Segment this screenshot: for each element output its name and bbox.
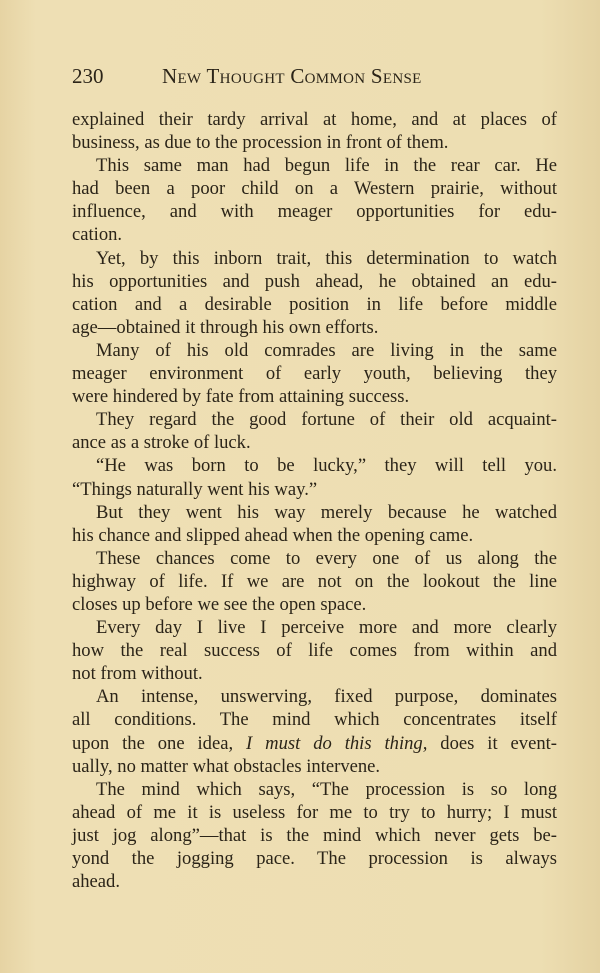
text-line: Every day I live I perceive more and more clearly bbox=[96, 617, 557, 639]
text-line bbox=[72, 732, 557, 755]
text-line: “Things naturally went his way.” bbox=[72, 478, 318, 500]
text-line: Yet, by this inborn trait, this determination to watch bbox=[96, 247, 557, 269]
text-line: all conditions. The mind which concentrates itself bbox=[72, 709, 557, 731]
text-line: how the real success of life comes from within and bbox=[72, 640, 557, 662]
text-line: had been a poor child on a Western prairie, without bbox=[72, 178, 557, 200]
body-text bbox=[72, 108, 557, 893]
text-line: These chances come to every one of us along the bbox=[96, 547, 557, 569]
text-line: cation. bbox=[72, 224, 123, 246]
text-line: Many of his old comrades are living in the same bbox=[96, 339, 557, 361]
text-segment: upon the one idea, bbox=[72, 732, 234, 754]
text-line: meager environment of early youth, believing they bbox=[72, 363, 557, 385]
text-line: highway of life. If we are not on the lookout the line bbox=[72, 570, 557, 592]
text-line: This same man had begun life in the rear car. He bbox=[96, 155, 557, 177]
text-line: An intense, unswerving, fixed purpose, dominates bbox=[96, 686, 557, 708]
emphasis-text: I must do this thing, bbox=[246, 732, 428, 754]
page-number: 230 bbox=[72, 64, 104, 88]
text-line: age—obtained it through his own efforts. bbox=[72, 316, 379, 338]
text-line: his opportunities and push ahead, he obtained an edu- bbox=[72, 270, 557, 292]
text-line: were hindered by fate from attaining success. bbox=[72, 386, 410, 408]
text-line: But they went his way merely because he watched bbox=[96, 501, 557, 523]
running-header bbox=[72, 64, 557, 92]
text-line: ahead. bbox=[72, 871, 121, 893]
running-title: New Thought Common Sense bbox=[162, 64, 422, 88]
text-line: ahead of me it is useless for me to try to hurry; I must bbox=[72, 801, 557, 823]
text-line: business, as due to the procession in front of them. bbox=[72, 132, 449, 154]
text-line: ually, no matter what obstacles intervene. bbox=[72, 755, 381, 777]
text-line: cation and a desirable position in life before middle bbox=[72, 293, 557, 315]
text-line: The mind which says, “The procession is so long bbox=[96, 778, 557, 800]
text-line: “He was born to be lucky,” they will tell you. bbox=[96, 455, 557, 477]
text-line: closes up before we see the open space. bbox=[72, 593, 367, 615]
text-line: his chance and slipped ahead when the opening came. bbox=[72, 524, 474, 546]
text-line: yond the jogging pace. The procession is always bbox=[72, 848, 557, 869]
text-segment: does it event- bbox=[440, 732, 558, 754]
text-line: ance as a stroke of luck. bbox=[72, 432, 251, 454]
text-line: influence, and with meager opportunities for edu- bbox=[72, 201, 557, 223]
text-line: not from without. bbox=[72, 663, 203, 685]
text-line: They regard the good fortune of their old acquaint- bbox=[96, 409, 557, 431]
text-line: just jog along”—that is the mind which never gets be- bbox=[72, 824, 557, 846]
text-line: explained their tardy arrival at home, and at places of bbox=[72, 109, 557, 130]
